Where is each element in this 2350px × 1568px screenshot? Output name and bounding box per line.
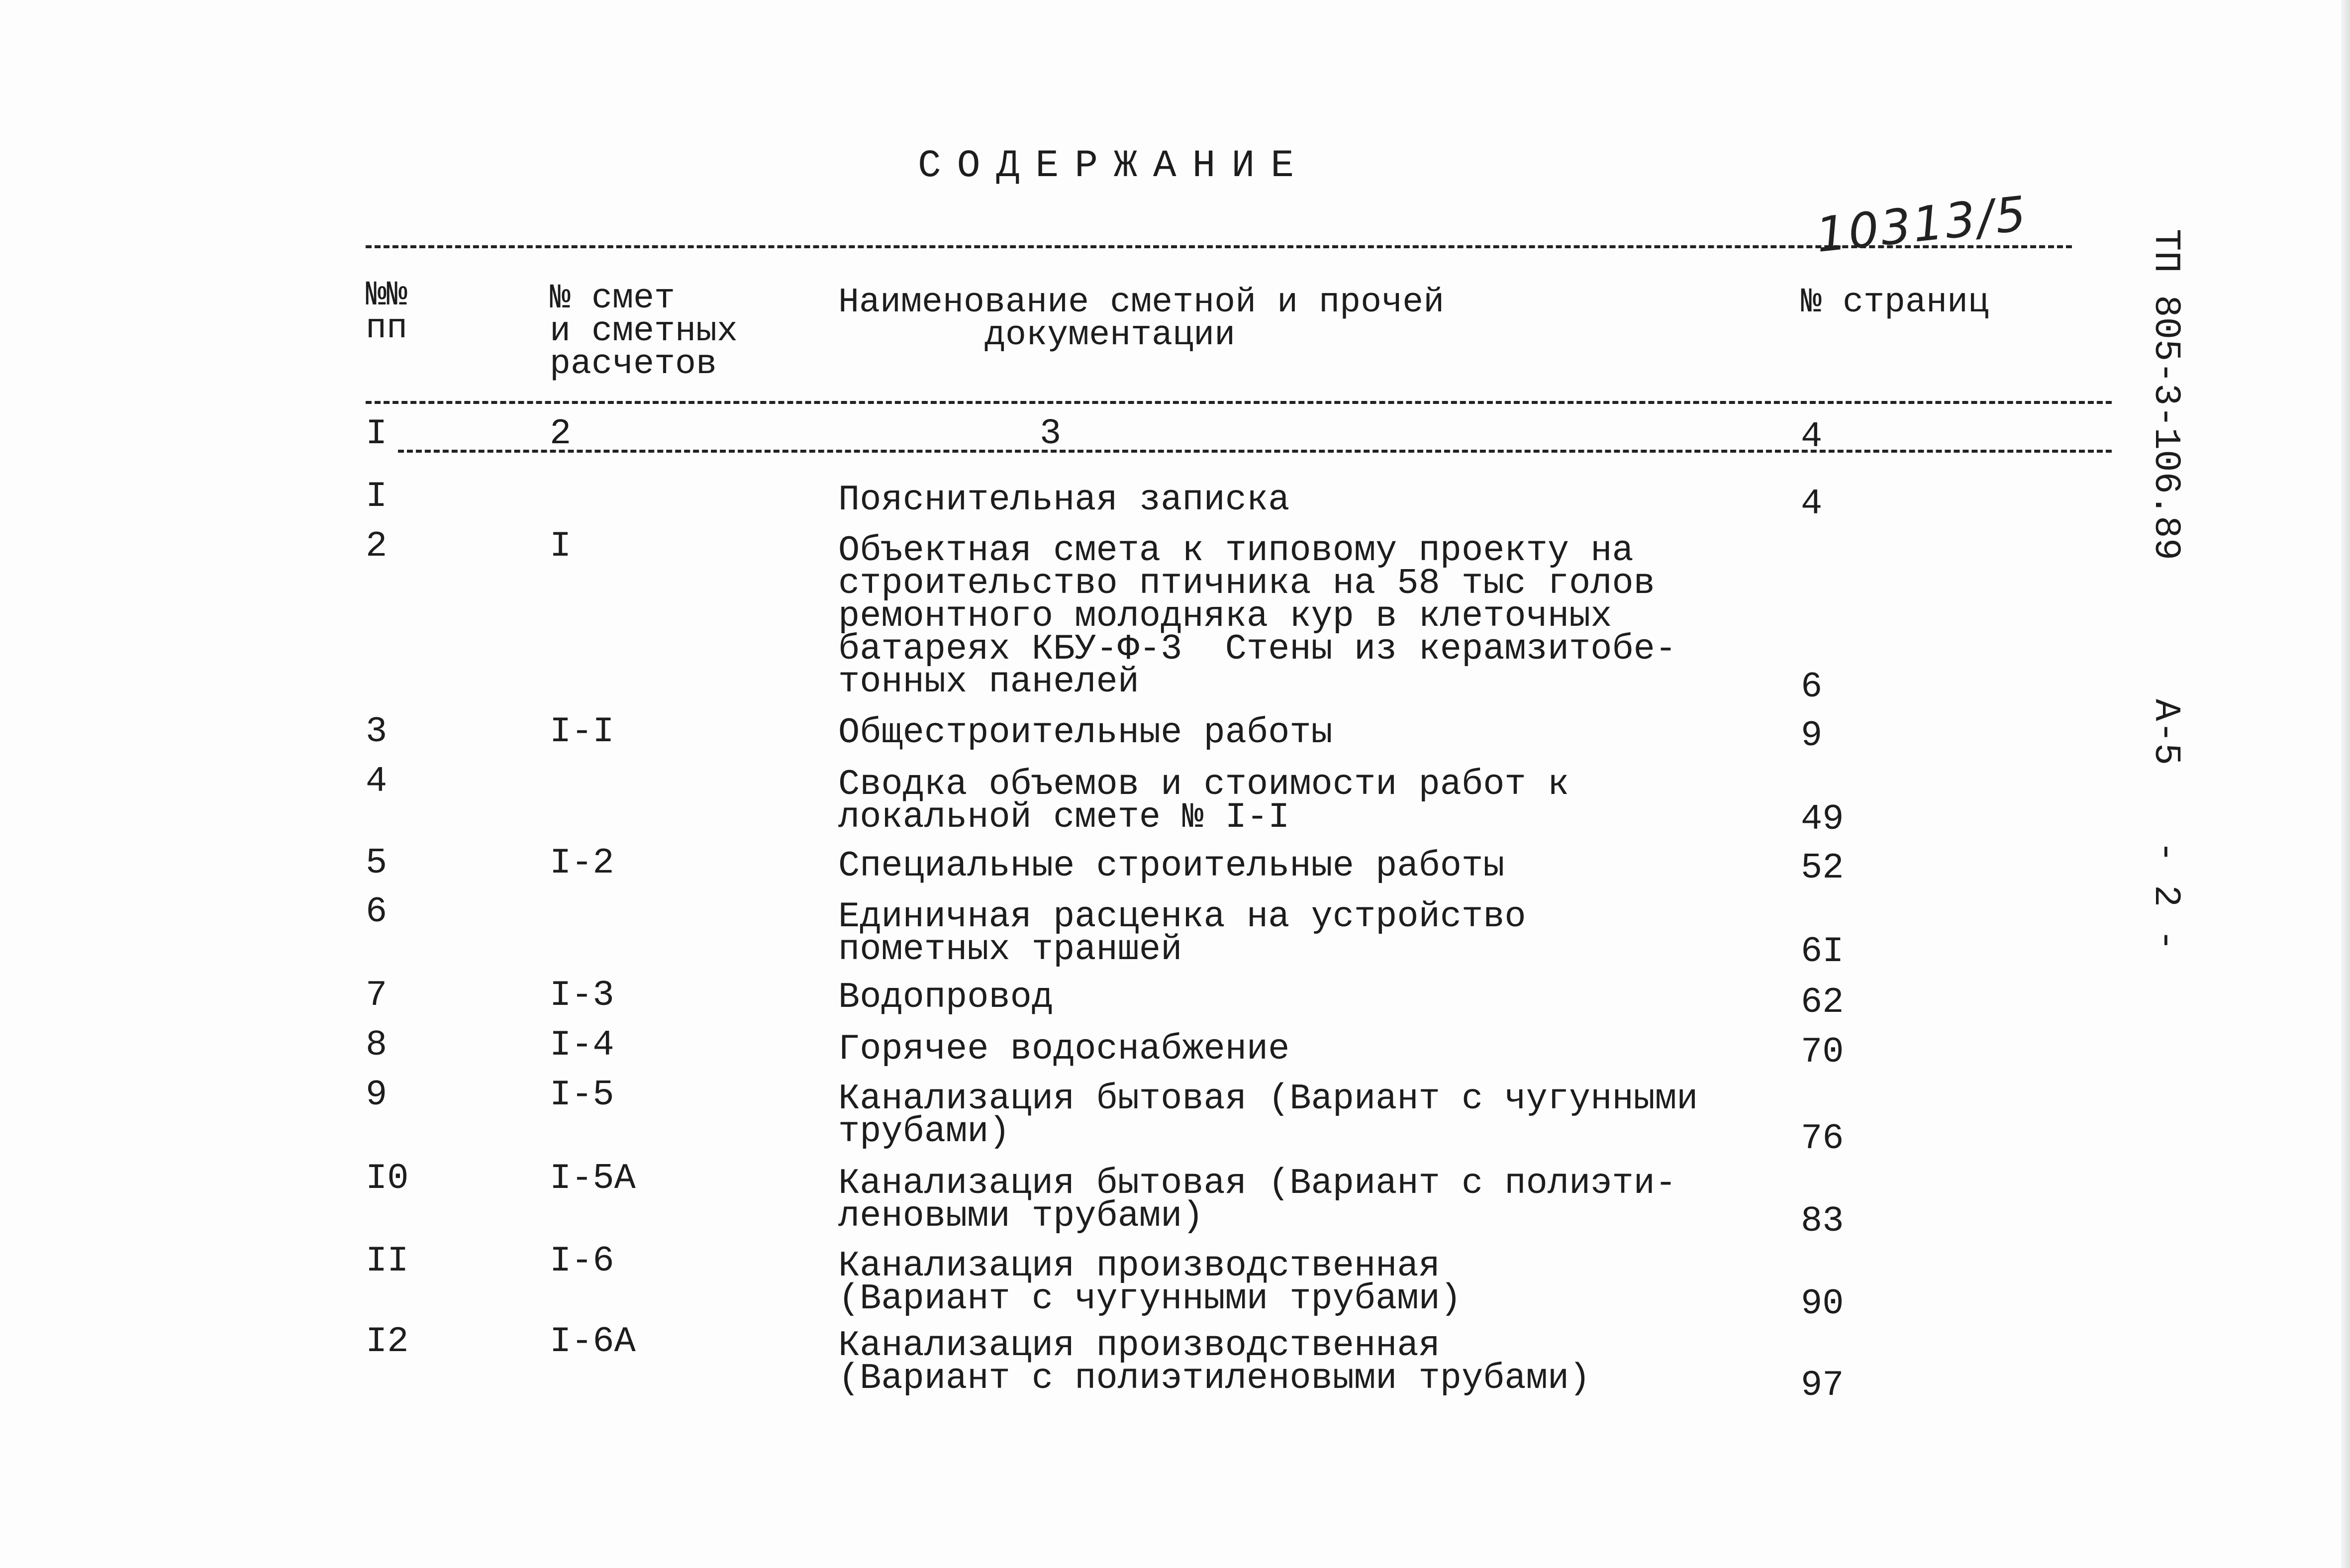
row-estimate: I-3 bbox=[550, 975, 614, 1016]
row-page: 52 bbox=[1801, 848, 1844, 888]
row-name: Специальные строительные работы bbox=[838, 846, 1505, 886]
column-number-rule bbox=[398, 450, 2112, 453]
row-name: Водопровод bbox=[838, 977, 1054, 1018]
row-page: 90 bbox=[1801, 1283, 1844, 1324]
row-number: I0 bbox=[366, 1158, 409, 1199]
row-number: 9 bbox=[366, 1075, 388, 1115]
scan-edge bbox=[2341, 0, 2350, 1568]
table-top-rule bbox=[366, 245, 2072, 248]
row-name: Горячее водоснабжение bbox=[838, 1029, 1290, 1070]
row-estimate: I-6 bbox=[550, 1241, 614, 1281]
row-page: 62 bbox=[1801, 982, 1844, 1023]
row-page: 70 bbox=[1801, 1032, 1844, 1073]
header-pages: № страниц bbox=[1801, 283, 1989, 322]
row-page: 83 bbox=[1801, 1201, 1844, 1242]
row-number: 5 bbox=[366, 843, 388, 883]
row-page: 76 bbox=[1801, 1118, 1844, 1159]
side-page-number: - 2 - bbox=[2145, 841, 2186, 952]
row-page: 6 bbox=[1801, 667, 1823, 707]
header-name: Наименование сметной и прочей документации bbox=[838, 283, 1445, 355]
row-number: 7 bbox=[366, 975, 388, 1016]
row-name: Канализация бытовая (Вариант с чугунными трубами) bbox=[838, 1078, 1698, 1152]
row-number: 6 bbox=[366, 891, 388, 932]
row-page: 4 bbox=[1801, 484, 1823, 524]
row-name: Сводка объемов и стоимости работ к локальной смете № I-I bbox=[838, 764, 1569, 838]
row-estimate: I-2 bbox=[550, 843, 614, 883]
side-album-code: А-5 bbox=[2145, 699, 2186, 766]
header-estimate: № смет и сметных расчетов bbox=[550, 279, 738, 384]
row-page: 97 bbox=[1801, 1365, 1844, 1406]
header-bottom-rule bbox=[366, 401, 2112, 404]
row-estimate: I-5 bbox=[550, 1075, 614, 1115]
row-number: 3 bbox=[366, 711, 388, 752]
row-number: 4 bbox=[366, 761, 388, 802]
row-estimate: I-5А bbox=[550, 1158, 636, 1199]
column-number-1: I bbox=[366, 413, 388, 454]
row-name: Канализация производственная (Вариант с полиэтиленовыми трубами) bbox=[838, 1325, 1591, 1399]
row-name: Пояснительная записка bbox=[838, 480, 1290, 520]
row-estimate: I-6А bbox=[550, 1321, 636, 1362]
row-name: Объектная смета к типовому проекту на строительство птичника на 58 тыс голов ремонтного молодняка кур в клеточных батареях КБУ-Ф-3 Стены из керамзитобе- тонных панелей bbox=[838, 530, 1677, 702]
row-number: I bbox=[366, 476, 388, 517]
row-page: 49 bbox=[1801, 799, 1844, 840]
row-number: 2 bbox=[366, 526, 388, 567]
row-number: II bbox=[366, 1241, 409, 1281]
row-name: Общестроительные работы bbox=[838, 712, 1333, 753]
header-no: №№ пп bbox=[366, 276, 408, 348]
side-document-code: ТП 805-3-106.89 bbox=[2145, 229, 2186, 561]
row-estimate: I-I bbox=[550, 711, 614, 752]
column-number-4: 4 bbox=[1801, 416, 1823, 457]
column-number-3: 3 bbox=[1040, 413, 1062, 454]
row-name: Канализация бытовая (Вариант с полиэти- леновыми трубами) bbox=[838, 1163, 1677, 1237]
row-estimate: I-4 bbox=[550, 1025, 614, 1066]
handwritten-inventory-number: 10313/5 bbox=[1813, 185, 2031, 264]
row-estimate: I bbox=[550, 526, 572, 567]
page-title: СОДЕРЖАНИЕ bbox=[918, 144, 1310, 188]
row-page: 6I bbox=[1801, 931, 1844, 972]
row-number: 8 bbox=[366, 1025, 388, 1066]
column-number-2: 2 bbox=[550, 413, 572, 454]
row-name: Канализация производственная (Вариант с чугунными трубами) bbox=[838, 1246, 1462, 1319]
row-number: I2 bbox=[366, 1321, 409, 1362]
row-page: 9 bbox=[1801, 715, 1823, 756]
row-name: Единичная расценка на устройство пометных траншей bbox=[838, 896, 1526, 970]
